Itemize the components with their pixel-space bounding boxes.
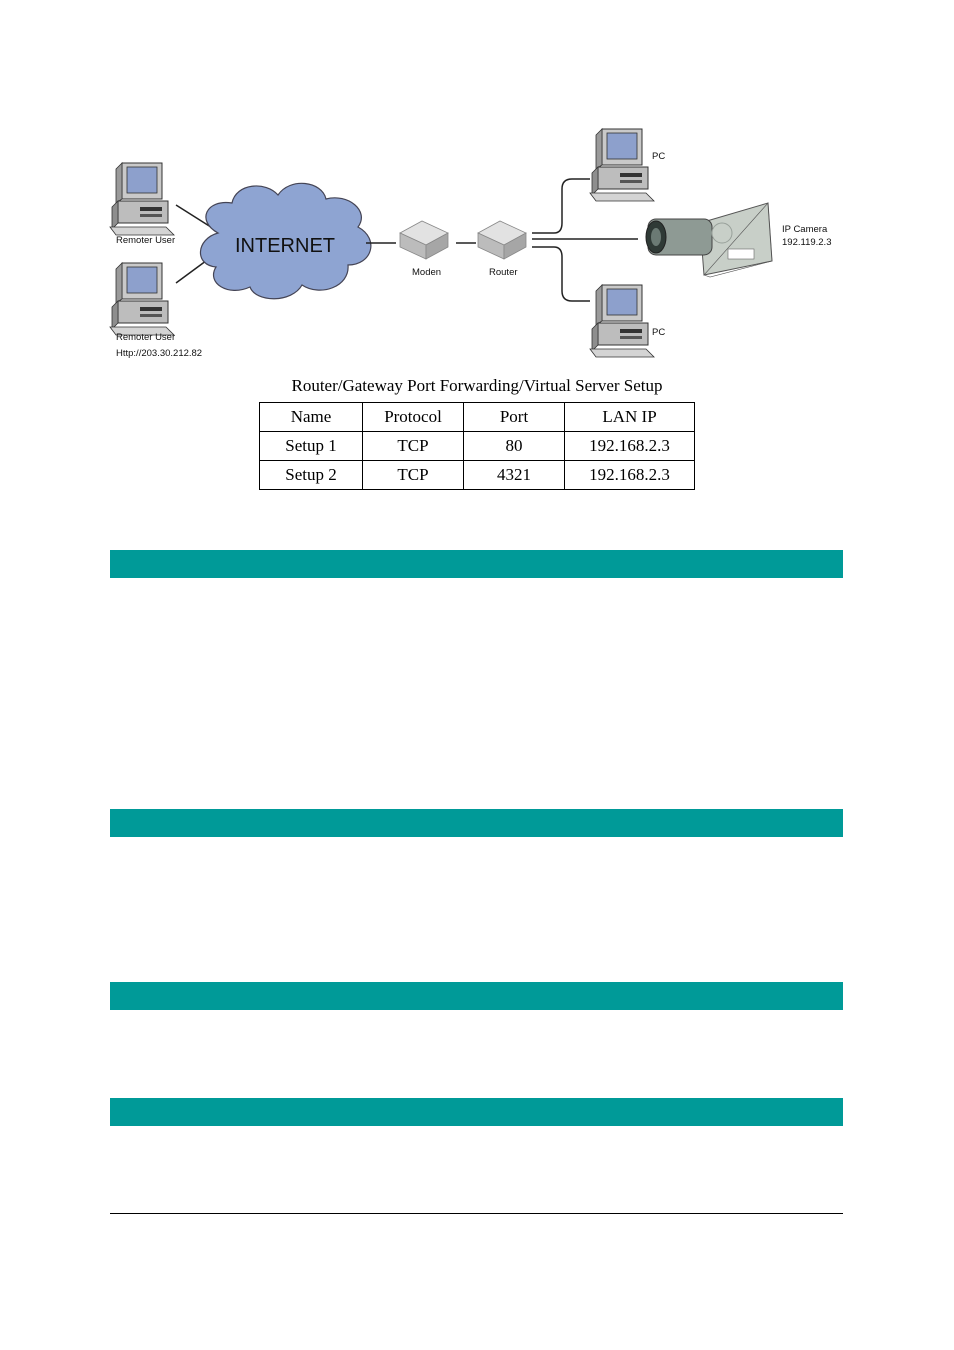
section-header-bar-4	[110, 1098, 843, 1126]
pc-label-top: PC	[652, 151, 666, 162]
cell-lan-ip: 192.168.2.3	[565, 461, 695, 490]
cell-lan-ip: 192.168.2.3	[565, 432, 695, 461]
network-diagram	[100, 115, 860, 375]
cell-protocol: TCP	[363, 461, 464, 490]
pc-computer-top	[590, 129, 654, 201]
table-header-row	[260, 403, 695, 432]
remote-url-label: Http://203.30.212.82	[116, 348, 203, 359]
pc-computer-bottom	[590, 285, 654, 357]
header-name: Name	[260, 403, 363, 432]
cell-protocol: TCP	[363, 432, 464, 461]
router-device	[478, 221, 526, 259]
modem-label: Moden	[412, 267, 442, 278]
router-label: Router	[489, 267, 518, 278]
header-port: Port	[464, 403, 565, 432]
section-header-bar-2	[110, 809, 843, 837]
remote-user-computer-top	[110, 163, 174, 235]
table-row	[260, 461, 695, 490]
section-header-bar-1	[110, 550, 843, 578]
header-lan-ip: LAN IP	[565, 403, 695, 432]
port-forwarding-table	[259, 402, 695, 490]
cell-name: Setup 2	[260, 461, 363, 490]
header-protocol: Protocol	[363, 403, 464, 432]
table-caption: Router/Gateway Port Forwarding/Virtual Server Setup	[291, 376, 663, 395]
cell-name: Setup 1	[260, 432, 363, 461]
table-row	[260, 432, 695, 461]
section-header-bar-3	[110, 982, 843, 1010]
modem-device	[400, 221, 448, 259]
remote-user-label-top: Remoter User	[116, 235, 176, 246]
cell-port: 4321	[464, 461, 565, 490]
remote-user-computer-bottom	[110, 263, 174, 335]
pc-label-bottom: PC	[652, 327, 666, 338]
camera-title-label: IP Camera	[782, 224, 828, 235]
internet-label: INTERNET	[235, 235, 335, 257]
footer-divider	[110, 1213, 843, 1214]
remote-user-label-bottom: Remoter User	[116, 332, 176, 343]
ip-camera-device	[646, 203, 772, 277]
cell-port: 80	[464, 432, 565, 461]
camera-ip-label: 192.119.2.3	[782, 237, 832, 248]
